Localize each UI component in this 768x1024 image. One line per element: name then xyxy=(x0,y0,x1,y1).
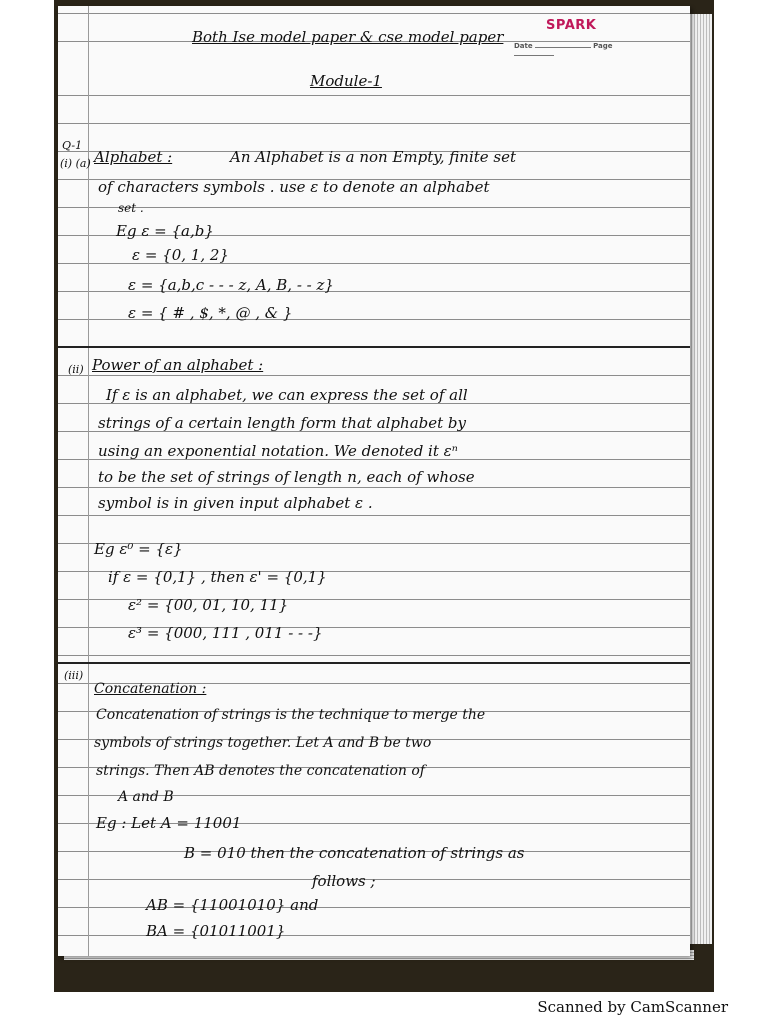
text-line: ε = {0, 1, 2} xyxy=(132,246,229,264)
date-page-field xyxy=(514,42,634,58)
section-1-number: (i) (a) xyxy=(60,157,91,170)
text-line: symbol is in given input alphabet ε . xyxy=(98,494,373,512)
text-line: of characters symbols . use ε to denote an alphabet xyxy=(98,178,490,196)
page-label: Page xyxy=(593,42,613,50)
scanner-watermark: Scanned by CamScanner xyxy=(537,998,728,1016)
section-3-number: (iii) xyxy=(64,669,84,682)
section-divider xyxy=(58,662,690,664)
text-line: using an exponential notation. We denoted it εⁿ xyxy=(98,442,458,460)
text-line: ε = { # , $, *, @ , & } xyxy=(128,304,293,322)
brand-logo: SPARK xyxy=(546,18,597,33)
text-line: Concatenation of strings is the technique to merge the xyxy=(96,707,486,723)
question-label: Q-1 xyxy=(62,139,83,152)
text-line: ε³ = {000, 111 , 011 - - -} xyxy=(128,624,323,642)
margin-line xyxy=(88,6,89,956)
text-line: BA = {01011001} xyxy=(146,922,286,940)
text-line: ε² = {00, 01, 10, 11} xyxy=(128,596,289,614)
text-line: Eg ε⁰ = {ε} xyxy=(94,540,183,558)
text-line: Eg ε = {a,b} xyxy=(116,222,214,240)
text-line: If ε is an alphabet, we can express the set of all xyxy=(106,386,468,404)
page-title: Both Ise model paper & cse model paper xyxy=(192,28,504,46)
date-label: Date xyxy=(514,42,533,50)
notebook-page xyxy=(58,6,690,956)
section-3-heading: Concatenation : xyxy=(94,681,207,697)
section-1-heading: Alphabet : xyxy=(94,148,173,166)
module-heading: Module-1 xyxy=(310,72,382,90)
text-line: Eg : Let A = 11001 xyxy=(96,814,242,832)
section-2-number: (ii) xyxy=(68,363,84,376)
text-line: AB = {11001010} and xyxy=(146,896,319,914)
text-line: follows ; xyxy=(312,872,376,890)
section-divider xyxy=(58,346,690,348)
text-line: symbols of strings together. Let A and B be two xyxy=(94,735,432,751)
text-line: strings of a certain length form that alphabet by xyxy=(98,414,466,432)
text-line: to be the set of strings of length n, each of whose xyxy=(98,468,475,486)
text-line: set . xyxy=(118,201,144,215)
text-line: strings. Then AB denotes the concatenation of xyxy=(96,763,425,779)
text-line: if ε = {0,1} , then ε' = {0,1} xyxy=(108,568,327,586)
text-line: B = 010 then the concatenation of strings as xyxy=(184,844,525,862)
text-line: A and B xyxy=(118,789,174,805)
text-line: An Alphabet is a non Empty, finite set xyxy=(230,148,517,166)
text-line: ε = {a,b,c - - - z, A, B, - - z} xyxy=(128,276,334,294)
section-2-heading: Power of an alphabet : xyxy=(92,356,264,374)
